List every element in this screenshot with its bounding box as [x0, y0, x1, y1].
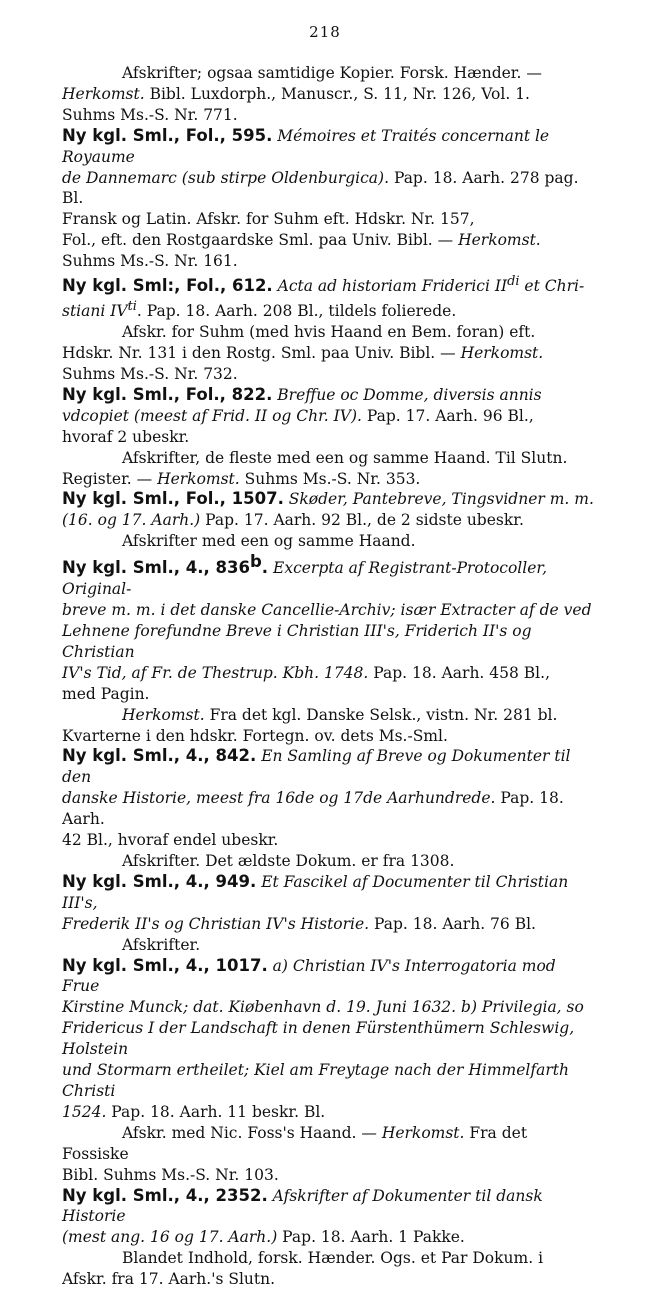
- text-run: Suhms Ms.-S. Nr. 353.: [239, 469, 421, 488]
- text-line: [62, 230, 594, 251]
- shelfmark: Ny kgl. Sml., 4., 1017.: [62, 955, 268, 975]
- text-run: Pap. 18. Aarh. 278 pag. Bl.: [62, 168, 579, 208]
- text-line: [62, 1269, 594, 1290]
- shelfmark: Ny kgl. Sml., 4., 836: [62, 558, 250, 578]
- text-run: . Pap. 18. Aarh. 208 Bl., tildels folierede.: [136, 302, 457, 321]
- text-run: Pap. 18. Aarh. 11 beskr. Bl.: [106, 1102, 326, 1121]
- text-line: [62, 851, 594, 872]
- italic-text: IV's Tid, af Fr. de Thestrup. Kbh. 1748.: [62, 663, 369, 682]
- text-run: Suhms Ms.-S. Nr. 732.: [62, 365, 238, 383]
- text-run: Pap. 18. Aarh. 1 Pakke.: [277, 1228, 465, 1247]
- text-run: Afskr. fra 17. Aarh.'s Slutn.: [62, 1270, 276, 1289]
- italic-text: Kirstine Munck; dat. Kiøbenhavn d. 19. Juni 1632. b) Privilegia, so: [62, 998, 584, 1017]
- text-run: Pap. 18. Aarh. 76 Bl.: [369, 914, 536, 933]
- text-line: [62, 1165, 594, 1186]
- text-run: Blandet Indhold, forsk. Hænder. Ogs. et Par Dokum. i: [122, 1249, 544, 1268]
- text-line: [62, 272, 594, 297]
- italic-text: vdcopiet (meest af Frid. II og Chr. IV).: [62, 406, 362, 425]
- italic-text: a) Christian IV's Interrogatoria mod Frue: [62, 956, 556, 996]
- text-run: Afskr. for Suhm (med hvis Haand en Bem. foran) eft.: [122, 323, 536, 342]
- italic-text: ti: [127, 299, 137, 315]
- text-line: [62, 105, 594, 126]
- text-line: [62, 1060, 594, 1102]
- text-line: [62, 1102, 594, 1123]
- shelfmark: Ny kgl. Sml., Fol., 595.: [62, 125, 273, 145]
- text-line: [62, 385, 594, 406]
- shelfmark: Ny kgl. Sml., Fol., 822.: [62, 384, 273, 404]
- text-line: [62, 956, 594, 998]
- italic-text: stiani IV: [62, 302, 128, 321]
- text-line: [62, 63, 594, 84]
- text-line: [62, 84, 594, 105]
- text-line: [62, 209, 594, 230]
- text-line: [62, 746, 594, 788]
- text-run: Hdskr. Nr. 131 i den Rostg. Sml. paa Univ. Bibl. —: [62, 344, 461, 363]
- italic-text: Lehnene forefundne Breve i Christian III's, Friderich II's og Christian: [62, 622, 532, 661]
- text-line: [62, 510, 594, 531]
- text-line: [62, 406, 594, 427]
- text-run: Fransk og Latin. Afskr. for Suhm eft. Hdskr. Nr. 157,: [62, 210, 475, 229]
- text-line: [62, 489, 594, 510]
- italic-text: Herkomst.: [381, 1123, 465, 1142]
- text-line: [62, 364, 594, 385]
- text-line: [62, 1227, 594, 1248]
- shelfmark: Ny kgl. Sml., Fol., 1507.: [62, 489, 284, 509]
- text-run: Pap. 18. Aarh. 458 Bl.,: [368, 663, 550, 682]
- catalog-body: [62, 63, 594, 1290]
- italic-text: de Dannemarc (sub stirpe Oldenburgica).: [62, 168, 390, 187]
- italic-text: Acta ad historiam Friderici II: [277, 277, 508, 296]
- italic-text: Et Fascikel af Documenter til Christian III's,: [62, 872, 569, 912]
- italic-text: Breffue oc Domme, diversis annis: [277, 385, 542, 404]
- text-run: Afskrifter; ogsaa samtidige Kopier. Forsk. Hænder. —: [122, 64, 542, 82]
- shelfmark: Ny kgl. Sml., 4., 842.: [62, 746, 257, 766]
- text-run: Kvarterne i den hdskr. Fortegn. ov. dets Ms.-Sml.: [62, 726, 448, 745]
- text-line: [62, 531, 594, 552]
- text-run: Afskrifter, de fleste med een og samme Haand. Til Slutn.: [122, 448, 568, 467]
- italic-text: Mémoires et Traités concernant le Royaume: [62, 126, 550, 166]
- italic-text: Afskrifter af Dokumenter til dansk Historie: [62, 1186, 543, 1226]
- text-run: Register. —: [62, 469, 158, 488]
- text-run: Pap. 17. Aarh. 92 Bl., de 2 sidste ubeskr.: [200, 511, 524, 530]
- text-line: [62, 997, 594, 1018]
- text-line: [62, 427, 594, 448]
- text-line: [62, 684, 594, 705]
- text-run: Fol., eft. den Rostgaardske Sml. paa Univ. Bibl. —: [62, 231, 459, 250]
- page-number: 218: [309, 23, 341, 41]
- italic-text: Skøder, Pantebreve, Tingsvidner m. m.: [288, 490, 594, 509]
- italic-text: 1524.: [62, 1102, 107, 1121]
- text-line: [62, 621, 594, 663]
- italic-text: Fridericus I der Landschaft in denen Fürstenthümern Schleswig, Holstein: [62, 1019, 575, 1059]
- text-line: [62, 1186, 594, 1228]
- shelfmark: Ny kgl. Sml:, Fol., 612.: [62, 276, 273, 296]
- text-run: Fra det Fossiske: [62, 1123, 528, 1163]
- italic-text: Excerpta af Registrant-Protocoller, Original-: [62, 559, 548, 599]
- italic-text: Herkomst.: [62, 84, 145, 103]
- text-run: med Pagin.: [62, 684, 150, 703]
- text-line: [62, 830, 594, 851]
- italic-text: danske Historie, meest fra 16de og 17de Aarhundrede.: [62, 789, 496, 808]
- text-line: [62, 788, 594, 830]
- italic-text: di: [507, 274, 520, 290]
- text-run: 42 Bl., hvoraf endel ubeskr.: [62, 831, 279, 850]
- text-line: [62, 552, 594, 600]
- text-run: Pap. 18. Aarh.: [62, 789, 564, 829]
- italic-text: Herkomst.: [460, 344, 544, 363]
- italic-text: Herkomst.: [157, 469, 240, 488]
- text-line: [62, 1018, 594, 1060]
- text-line: [62, 872, 594, 914]
- text-run: Bibl. Luxdorph., Manuscr., S. 11, Nr. 126, Vol. 1.: [144, 84, 530, 103]
- italic-text: et Chri-: [519, 277, 585, 296]
- text-run: Suhms Ms.-S. Nr. 771.: [62, 105, 238, 124]
- text-run: Afskr. med Nic. Foss's Haand. —: [122, 1123, 382, 1142]
- text-line: [62, 705, 594, 726]
- text-line: [62, 126, 594, 168]
- shelfmark: b: [249, 552, 262, 572]
- text-run: Afskrifter. Det ældste Dokum. er fra 1308.: [122, 852, 455, 870]
- text-run: Afskrifter med een og samme Haand.: [122, 532, 416, 551]
- text-line: [62, 469, 594, 490]
- italic-text: En Samling af Breve og Dokumenter til den: [62, 747, 571, 787]
- italic-text: Frederik II's og Christian IV's Historie.: [62, 914, 370, 933]
- italic-text: und Stormarn ertheilet; Kiel am Freytage nach der Himmelfarth Christi: [62, 1061, 569, 1100]
- text-line: [62, 663, 594, 684]
- text-line: [62, 343, 594, 364]
- text-line: [62, 935, 594, 956]
- text-line: [62, 322, 594, 343]
- italic-text: Herkomst.: [122, 705, 205, 724]
- shelfmark: Ny kgl. Sml., 4., 2352.: [62, 1185, 268, 1205]
- text-line: [62, 448, 594, 469]
- italic-text: Herkomst.: [458, 231, 541, 250]
- text-line: [62, 1123, 594, 1165]
- text-line: [62, 168, 594, 210]
- italic-text: (mest ang. 16 og 17. Aarh.): [62, 1228, 278, 1247]
- text-line: [62, 1248, 594, 1269]
- text-line: [62, 600, 594, 621]
- text-run: hvoraf 2 ubeskr.: [62, 427, 190, 446]
- text-run: Suhms Ms.-S. Nr. 161.: [62, 252, 238, 271]
- shelfmark: Ny kgl. Sml., 4., 949.: [62, 871, 257, 891]
- text-run: Fra det kgl. Danske Selsk., vistn. Nr. 281 bl.: [204, 705, 558, 724]
- text-line: [62, 251, 594, 272]
- text-run: Pap. 17. Aarh. 96 Bl.,: [361, 406, 534, 425]
- italic-text: (16. og 17. Aarh.): [62, 511, 201, 530]
- text-line: [62, 297, 594, 322]
- italic-text: breve m. m. i det danske Cancellie-Archiv; især Extracter af de ved: [62, 601, 592, 620]
- text-run: Bibl. Suhms Ms.-S. Nr. 103.: [62, 1165, 279, 1184]
- shelfmark: .: [261, 558, 269, 578]
- text-line: [62, 914, 594, 935]
- text-run: Afskrifter.: [122, 935, 201, 954]
- text-line: [62, 726, 594, 747]
